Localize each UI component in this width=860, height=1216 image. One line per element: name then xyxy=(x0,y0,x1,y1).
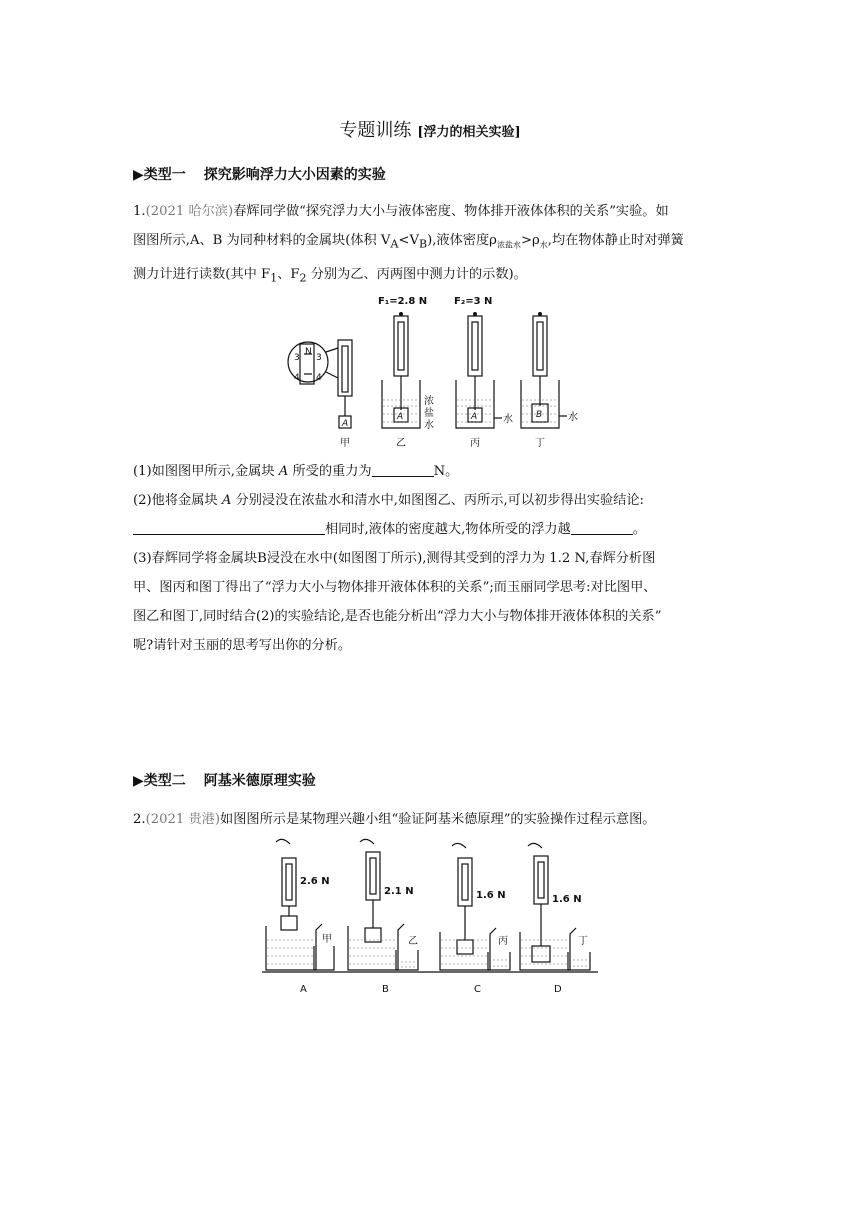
svg-text:A: A xyxy=(342,419,349,429)
letter-a: A xyxy=(300,984,307,995)
svg-text:4: 4 xyxy=(294,373,300,383)
svg-text:4: 4 xyxy=(316,373,322,383)
spring-scale-yi xyxy=(394,316,408,376)
label-yi: 乙 xyxy=(396,438,406,449)
spring-scale-d xyxy=(534,856,548,904)
svg-text:水: 水 xyxy=(503,414,513,425)
svg-text:盐: 盐 xyxy=(424,408,434,419)
reading-c: 1.6 N xyxy=(476,890,506,901)
label-jia: 甲 xyxy=(340,438,350,449)
label-ding: 丁 xyxy=(535,438,545,449)
svg-text:A: A xyxy=(397,412,404,422)
spring-scale-a xyxy=(282,858,296,906)
cup-label-ding: 丁 xyxy=(578,936,588,947)
part-3: (3)春辉同学将金属块B浸没在水中(如图图丁所示),测得其受到的浮力为 1.2 N,春辉分析图 xyxy=(133,551,656,566)
cup-label-yi: 乙 xyxy=(408,936,418,947)
svg-text:3: 3 xyxy=(294,353,300,363)
question-1-stem: 1.(2021 哈尔滨)春辉同学做“探究浮力大小与液体密度、物体排开液体体积的关系”实验。如 图图所示,A、B 为同种材料的金属块(体积 $V_A<V_B$),液体密度$\rho_{浓盐水}>\rho_水$,均在物体静止时对弹簧 测力计进行读数(其中 $F_1$、$F_2$ 分别为乙、丙两图中测力计的示数)。 xyxy=(133,204,684,285)
cup-label-bing: 丙 xyxy=(498,936,508,947)
question-2-stem: 2.(2021 贵港)如图图所示是某物理兴趣小组“验证阿基米德原理”的实验操作过程示意图。 xyxy=(133,812,656,827)
spring-scale-ding xyxy=(533,316,547,376)
reading-b: 2.1 N xyxy=(384,886,414,897)
part-1: (1)如图图甲所示,金属块 A 所受的重力为 N。 xyxy=(133,464,459,479)
block-d xyxy=(532,946,550,962)
f2-label: F₂=3 N xyxy=(454,296,493,307)
svg-text:B: B xyxy=(536,410,543,420)
svg-text:N: N xyxy=(305,347,312,357)
page-title: 专题训练 [浮力的相关实验] xyxy=(339,120,521,141)
question-2-figure xyxy=(262,836,602,1000)
letter-c: C xyxy=(474,984,481,995)
answer-blank-2[interactable] xyxy=(133,520,325,535)
reading-d: 1.6 N xyxy=(552,894,582,905)
letter-d: D xyxy=(554,984,562,995)
catch-cup-a xyxy=(314,946,334,970)
reading-a: 2.6 N xyxy=(300,876,330,887)
spring-scale-jia xyxy=(338,340,352,396)
section-heading-1: ▶类型一 探究影响浮力大小因素的实验 xyxy=(133,167,386,183)
cup-label-jia: 甲 xyxy=(322,934,332,945)
letter-b: B xyxy=(382,984,389,995)
spring-scale-c xyxy=(458,858,472,906)
answer-blank-1[interactable] xyxy=(372,462,434,477)
f1-label: F₁=2.8 N xyxy=(378,296,428,307)
svg-text:水: 水 xyxy=(568,412,578,423)
spring-scale-b xyxy=(366,852,380,900)
catch-cup-d xyxy=(568,952,590,970)
catch-cup-c xyxy=(488,952,510,970)
hand-a xyxy=(276,839,290,844)
block-c xyxy=(457,940,473,954)
svg-text:水: 水 xyxy=(424,420,434,431)
svg-text:3: 3 xyxy=(316,353,322,363)
svg-text:A: A xyxy=(471,412,478,422)
part-2: (2)他将金属块 A 分别浸没在浓盐水和清水中,如图图乙、丙所示,可以初步得出实验结论: xyxy=(133,493,644,508)
svg-text:浓: 浓 xyxy=(424,396,434,407)
answer-blank-3[interactable] xyxy=(571,520,633,535)
question-1-figure xyxy=(280,292,600,454)
block-a xyxy=(281,916,297,930)
section-heading-2: ▶类型二 阿基米德原理实验 xyxy=(133,773,316,789)
spring-scale-bing xyxy=(468,316,482,376)
question-1-parts: (1)如图图甲所示,金属块 A 所受的重力为 N。 (2)他将金属块 A 分别浸没在浓盐水和清水中,如图图乙、丙所示,可以初步得出实验结论: 相同时,液体的密度越大,物体所受的浮力越 。 (3)春辉同学将金属块B浸没在水中(如图图丁所示),测得其受到的浮力为 1.2 N,春辉分析图 甲、图丙和图丁得出了“浮力大小与物体排开液体体积的关系”;而玉丽同学思考:对比图甲、 图乙和图丁,同时结合(2)的实验结论,是否也能分析出“浮力大小与物体排开液体体积的关系” 呢?请针对玉丽的思考写出你的分析。 xyxy=(133,457,733,660)
label-bing: 丙 xyxy=(470,438,480,449)
